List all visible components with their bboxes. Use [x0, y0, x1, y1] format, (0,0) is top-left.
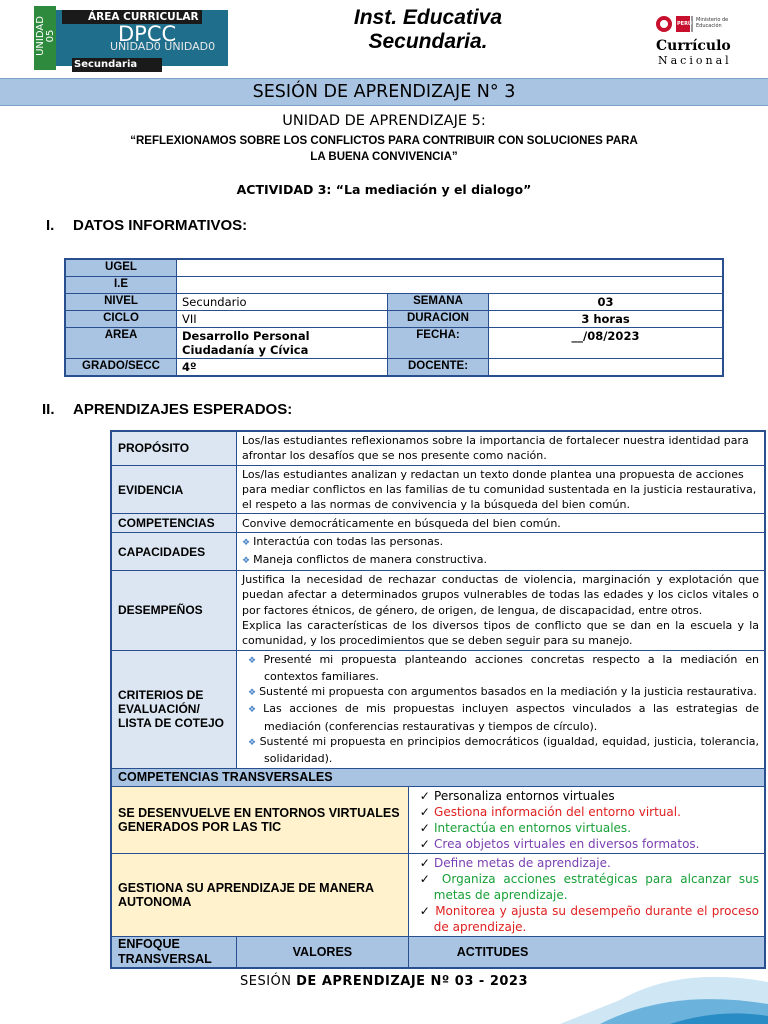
table-row [65, 359, 723, 377]
list-item [414, 871, 759, 903]
footer-rest: DE APRENDIZAJE Nº 03 - 2023 [296, 974, 529, 989]
section-2-title: APRENDIZAJES ESPERADOS: [73, 401, 293, 418]
criterio-text: Sustenté mi propuesta con argumentos basados en la mediación y la justicia restaurativa. [259, 685, 757, 699]
criterios-list [237, 650, 766, 768]
list-item [242, 652, 759, 685]
diamond-bullet-icon: ❖ [242, 538, 251, 549]
check-icon: ✓ [419, 871, 442, 886]
section-2-heading [42, 401, 292, 418]
tic-label: SE DESENVUELVE EN ENTORNOS VIRTUALES GENERADOS POR LAS TIC [111, 786, 408, 853]
list-item [242, 701, 759, 734]
list-item [242, 552, 759, 569]
table-row [111, 571, 765, 650]
diamond-bullet-icon: ❖ [248, 688, 257, 699]
criterio-text: Presenté mi propuesta planteando acciones concretas respecto a la mediación en contextos familiares. [263, 652, 759, 683]
check-item-text: Interactúa en entornos virtuales. [434, 820, 632, 835]
desempeno-paragraph: Explica las características de los diversos tipos de conflicto que se dan en la escuela y la comunidad, y los procedimientos que se deben seguir para su manejo. [242, 618, 759, 648]
list-item [414, 836, 759, 852]
logo-nacional: Nacional [658, 54, 732, 67]
docente-label: DOCENTE: [388, 359, 489, 377]
evidencia-text: Los/las estudiantes analizan y redactan un texto donde plantea una propuesta de acciones para mediar conflictos en las familias de tu comunidad sustentada en la justicia restaurativa, el respeto a las normas de convivencia y la búsqueda del bien común. [237, 465, 766, 514]
desempeno-paragraph: Justifica la necesidad de rechazar conductas de violencia, marginación y explotación que puedan afectar a determinados grupos vulnerables de todas las edades y los ciclos vitales o por factores étnicos, de género, de origen, de lengua, de discapacidad, entre otros. [242, 573, 759, 617]
valores-label: VALORES [237, 936, 409, 968]
institution-line-1: Inst. Educativa [353, 6, 503, 29]
check-item-text: Define metas de aprendizaje. [434, 855, 611, 870]
ugel-label: UGEL [65, 259, 177, 277]
criterios-label-line: EVALUACIÓN/ [118, 702, 200, 717]
section-1-heading [46, 217, 247, 234]
curriculo-logo [654, 12, 754, 72]
activity-title: ACTIVIDAD 3: “La mediación y el dialogo” [236, 182, 532, 197]
check-item-text: Crea objetos virtuales en diversos formatos. [434, 836, 700, 851]
grado-value: 4º [177, 359, 388, 377]
autonoma-label: GESTIONA SU APRENDIZAJE DE MANERA AUTONOMA [111, 853, 408, 936]
unit-label: UNIDAD DE APRENDIZAJE 5: [282, 113, 486, 129]
ugel-value [177, 259, 724, 277]
ie-label: I.E [65, 277, 177, 294]
list-item [414, 903, 759, 935]
institution-line-2: Secundaria. [368, 30, 488, 53]
list-item [242, 734, 759, 767]
table-row [65, 311, 723, 328]
desempenos-text [237, 571, 766, 650]
enfoque-label [111, 936, 237, 968]
duracion-label: DURACION [388, 311, 489, 328]
badge-area-code: DPCC [118, 22, 177, 46]
list-item [414, 820, 759, 836]
mountain-decoration-icon [560, 960, 768, 1024]
list-item [414, 788, 759, 804]
capacidad-text: Maneja conflictos de manera constructiva. [253, 552, 488, 566]
logo-peru-text: PERÚ [677, 21, 692, 27]
criterios-label [111, 650, 237, 768]
proposito-text: Los/las estudiantes reflexionamos sobre la importancia de fortalecer nuestra identidad para afrontar los desafíos que se nos presente como nación. [237, 431, 766, 465]
enfoque-label-line: ENFOQUE [118, 936, 180, 951]
check-icon: ✓ [419, 836, 435, 851]
ie-value [177, 277, 724, 294]
badge-unit-overlay: UNIDAD0 UNIDAD0 [110, 40, 216, 53]
evidencia-label: EVIDENCIA [111, 465, 237, 514]
check-icon: ✓ [419, 855, 435, 870]
table-row [65, 259, 723, 277]
diamond-bullet-icon: ❖ [248, 705, 261, 716]
capacidad-text: Interactúa con todas las personas. [253, 535, 444, 549]
badge-area-label: ÁREA CURRICULAR [62, 10, 202, 24]
competencias-label: COMPETENCIAS [111, 514, 237, 533]
area-label: AREA [65, 328, 177, 359]
fecha-label: FECHA: [388, 328, 489, 359]
actitudes-label: ACTITUDES [408, 936, 765, 968]
fecha-value: __/08/2023 [489, 328, 724, 359]
session-title: SESIÓN DE APRENDIZAJE N° 3 [0, 78, 768, 106]
capacidades-list [237, 533, 766, 571]
table-row [111, 853, 765, 936]
table-row [111, 768, 765, 786]
diamond-bullet-icon: ❖ [242, 555, 251, 566]
aprendizajes-table [110, 430, 766, 969]
footer-prefix: SESIÓN [239, 974, 292, 989]
logo-curriculo: Currículo [656, 38, 731, 54]
table-row [65, 294, 723, 311]
diamond-bullet-icon: ❖ [248, 738, 257, 749]
ciclo-value: VII [177, 311, 388, 328]
check-item-text: Personaliza entornos virtuales [434, 788, 615, 803]
tic-list [408, 786, 765, 853]
competencias-text: Convive democráticamente en búsqueda del bien común. [237, 514, 766, 533]
proposito-label: PROPÓSITO [111, 431, 237, 465]
ciclo-label: CICLO [65, 311, 177, 328]
desempenos-label: DESEMPEÑOS [111, 571, 237, 650]
transversales-header: COMPETENCIAS TRANSVERSALES [111, 768, 765, 786]
institution-name [290, 6, 566, 54]
nivel-value: Secundario [177, 294, 388, 311]
check-icon: ✓ [419, 903, 436, 918]
check-item-text: Organiza acciones estratégicas para alcanzar sus metas de aprendizaje. [433, 871, 759, 902]
semana-label: SEMANA [388, 294, 489, 311]
table-row [111, 431, 765, 465]
nivel-label: NIVEL [65, 294, 177, 311]
area-badge [34, 6, 228, 72]
unit-title-line-2: LA BUENA CONVIVENCIA” [310, 151, 458, 163]
check-icon: ✓ [419, 820, 435, 835]
check-icon: ✓ [419, 788, 435, 803]
area-value: Desarrollo Personal Ciudadanía y Cívica [177, 328, 388, 359]
list-item [414, 855, 759, 871]
enfoque-label-line: TRANSVERSAL [118, 951, 212, 966]
unit-title-line-1: “REFLEXIONAMOS SOBRE LOS CONFLICTOS PARA CONTRIBUIR CON SOLUCIONES PARA [130, 135, 638, 147]
table-row [111, 514, 765, 533]
section-1-number: I. [46, 217, 55, 234]
criterio-text: Sustenté mi propuesta en principios democráticos (igualdad, equidad, justicia, tolerancia, solidaridad). [259, 735, 759, 766]
check-icon: ✓ [419, 804, 435, 819]
autonoma-list [408, 853, 765, 936]
table-row [111, 465, 765, 514]
criterios-label-line: CRITERIOS DE [118, 688, 204, 703]
duracion-value: 3 horas [489, 311, 724, 328]
badge-level-label: Secundaria [72, 58, 162, 72]
docente-value [489, 359, 724, 377]
capacidades-label: CAPACIDADES [111, 533, 237, 571]
grado-label: GRADO/SECC [65, 359, 177, 377]
table-row [65, 277, 723, 294]
criterio-text: Las acciones de mis propuestas incluyen aspectos vinculados a las estrategias de mediación (conferencias restaurativas y tiempos de círculo). [263, 702, 759, 733]
semana-value: 03 [489, 294, 724, 311]
datos-informativos-table [64, 258, 724, 377]
check-item-text: Monitorea y ajusta su desempeño durante el proceso de aprendizaje. [433, 903, 760, 934]
table-row [111, 650, 765, 768]
unit-title [0, 133, 768, 165]
logo-ministry-text: Ministerio de Educación [696, 17, 729, 29]
badge-unit-vertical: UNIDAD 05 [35, 16, 56, 56]
diamond-bullet-icon: ❖ [248, 655, 261, 666]
table-row [65, 328, 723, 359]
list-item [242, 684, 759, 701]
table-row [111, 786, 765, 853]
criterios-label-line: LISTA DE COTEJO [118, 716, 225, 731]
table-row [111, 533, 765, 571]
list-item [242, 534, 759, 551]
section-1-title: DATOS INFORMATIVOS: [73, 217, 248, 234]
list-item [414, 804, 759, 820]
section-2-number: II. [42, 401, 55, 418]
check-item-text: Gestiona información del entorno virtual. [434, 804, 681, 819]
